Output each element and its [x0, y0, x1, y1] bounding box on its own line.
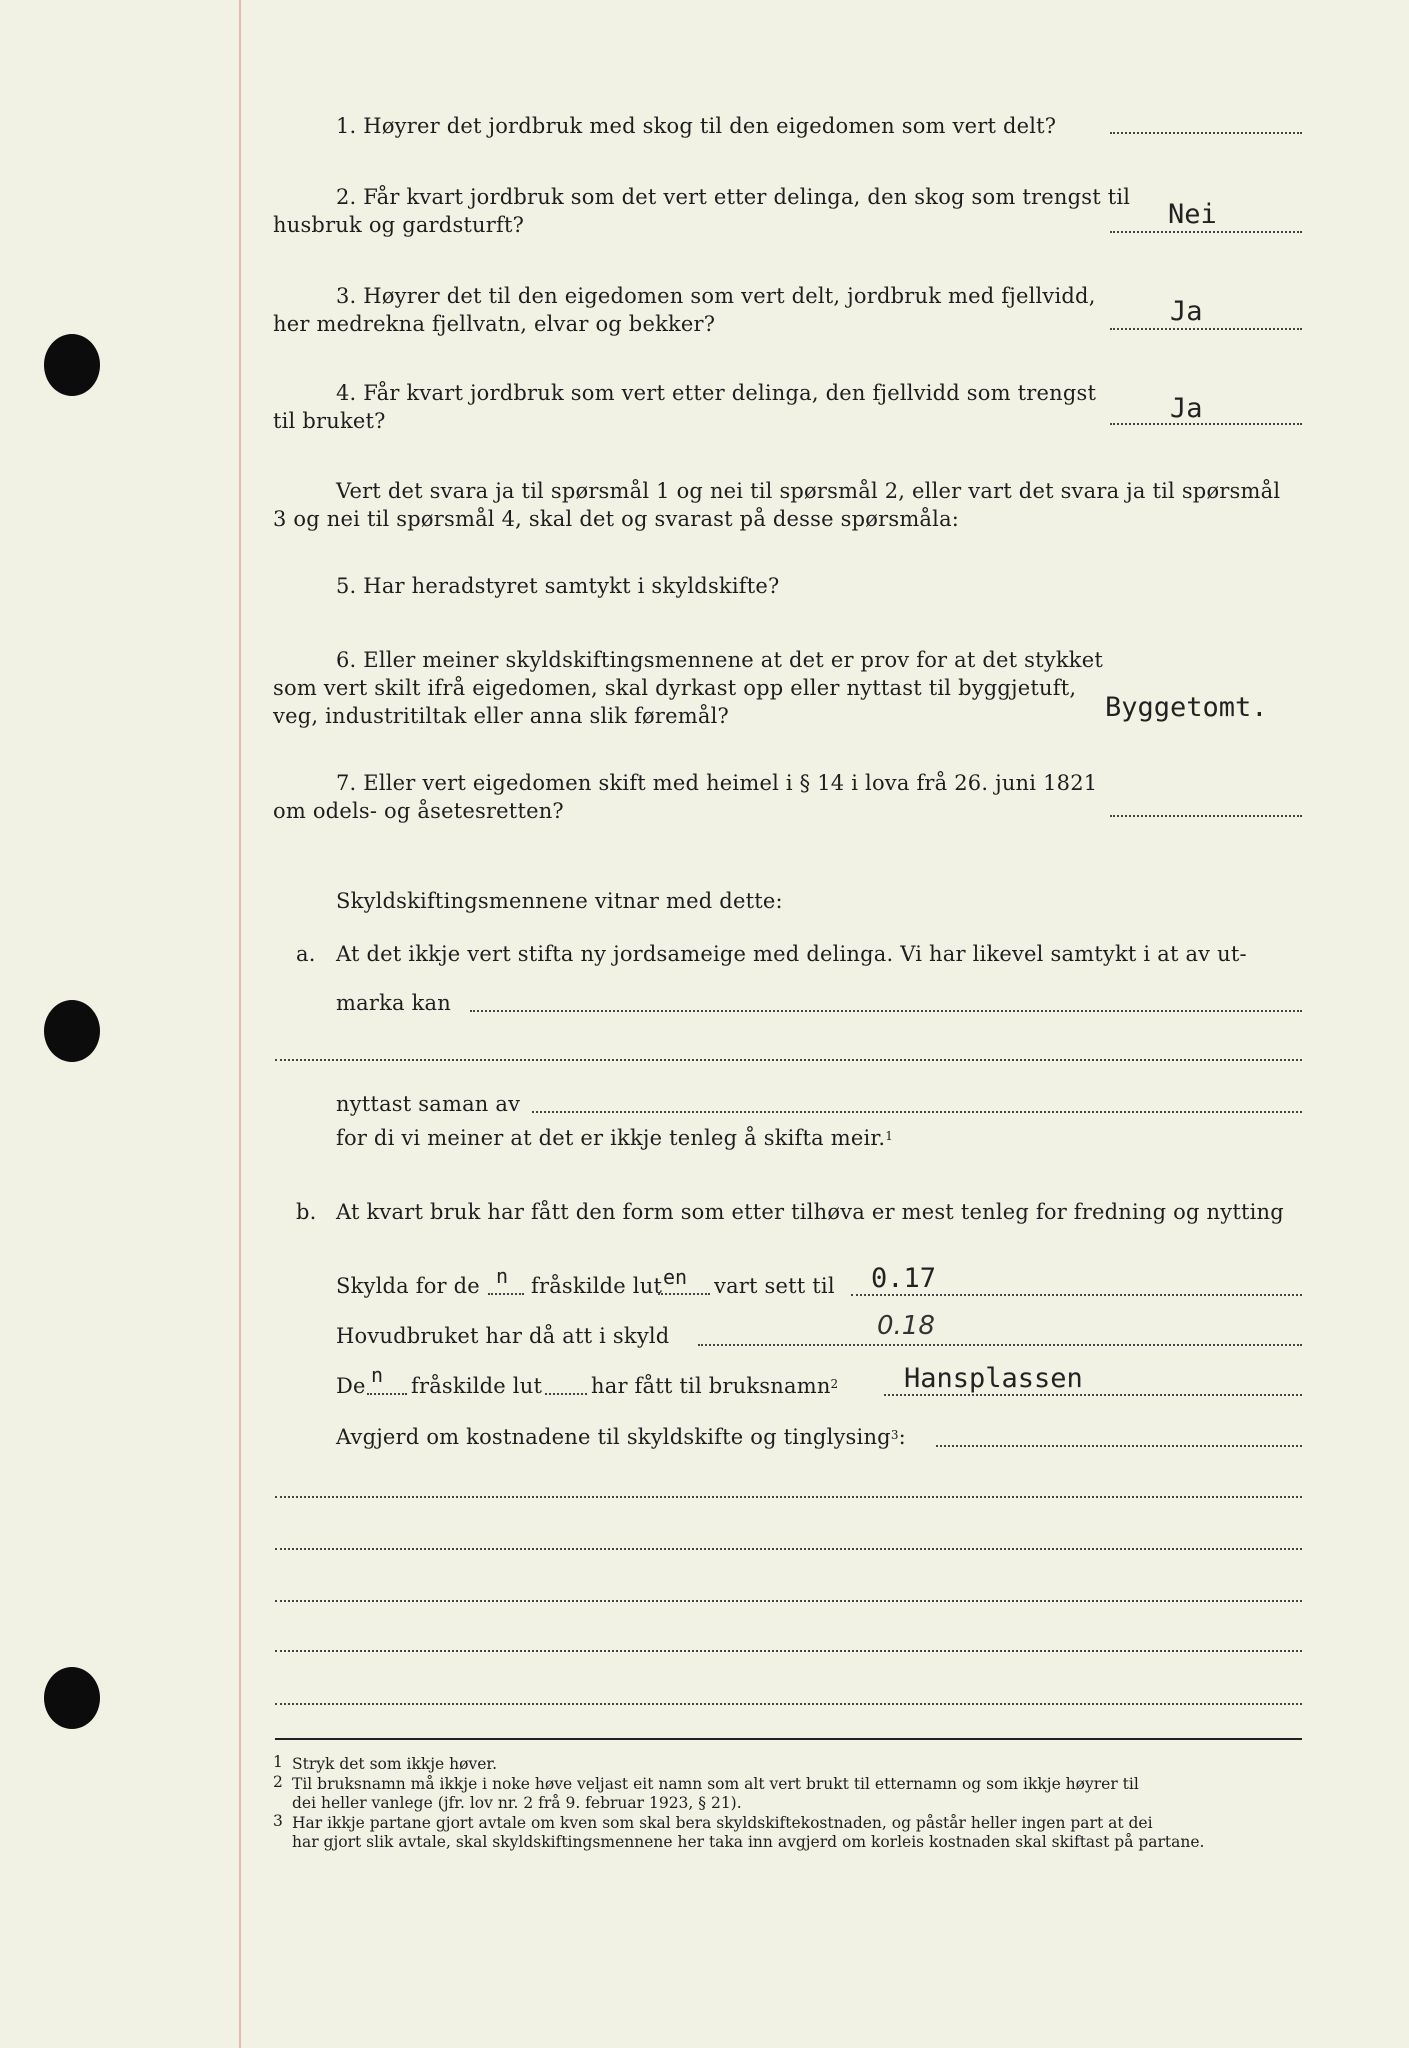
- question-4-line-2: til bruket?: [273, 409, 386, 433]
- question-6-line-3: veg, industritiltak eller anna slik føremål?: [273, 704, 729, 728]
- margin-line: [239, 0, 241, 2048]
- punch-hole-bottom: [44, 1667, 100, 1729]
- answer-4: Ja: [1170, 393, 1203, 424]
- hovudbruk-value: 0.18: [877, 1311, 935, 1341]
- bruksnamn-lut-suffix-line[interactable]: [545, 1393, 587, 1395]
- answer-line-7[interactable]: [1110, 815, 1302, 817]
- bruksnamn-label-prefix: De: [336, 1374, 366, 1398]
- avgjerd-field-line-2[interactable]: [275, 1496, 1302, 1498]
- item-b-line-1: At kvart bruk har fått den form som etter tilhøva er mest tenleg for fredning og nytting: [336, 1200, 1284, 1224]
- footnote-3-line-1: Har ikkje partane gjort avtale om kven som skal bera skyldskiftekostnaden, og påstår heller ingen part at dei: [292, 1814, 1153, 1832]
- bruksnamn-value-line[interactable]: [884, 1394, 1302, 1396]
- skylda-handwritten-en: en: [663, 1265, 688, 1289]
- footnote-3-line-2: har gjort slik avtale, skal skyldskiftingsmennene her taka inn avgjerd om korleis kostnaden skal skiftast på partane.: [292, 1833, 1205, 1851]
- question-3-line-1: 3. Høyrer det til den eigedomen som vert delt, jordbruk med fjellvidd,: [336, 284, 1096, 308]
- answer-line-1[interactable]: [1110, 132, 1302, 134]
- skylda-value: 0.17: [871, 1263, 937, 1294]
- witness-intro: Skyldskiftingsmennene vitnar med dette:: [336, 889, 783, 913]
- bruksnamn-value: Hansplassen: [904, 1363, 1083, 1394]
- question-5: 5. Har heradstyret samtykt i skyldskifte?: [336, 574, 780, 598]
- question-7-line-1: 7. Eller vert eigedomen skift med heimel i § 14 i lova frå 26. juni 1821: [336, 771, 1098, 795]
- saman-av-field-line[interactable]: [532, 1111, 1302, 1113]
- question-4-line-1: 4. Får kvart jordbruk som vert etter delinga, den fjellvidd som trengst: [336, 381, 1097, 405]
- answer-line-4[interactable]: [1110, 423, 1302, 425]
- hovudbruk-value-line[interactable]: [698, 1344, 1302, 1346]
- avgjerd-field-line-5[interactable]: [275, 1650, 1302, 1652]
- utmark-field-line-1[interactable]: [470, 1010, 1302, 1012]
- skylda-value-line[interactable]: [851, 1294, 1302, 1296]
- instruction-line-2: 3 og nei til spørsmål 4, skal det og svarast på desse spørsmåla:: [273, 507, 960, 531]
- question-7-line-2: om odels- og åsetesretten?: [273, 799, 564, 823]
- skylda-label-2: fråskilde lut: [531, 1274, 663, 1298]
- footnote-2-line-1: Til bruksnamn må ikkje i noke høve veljast eit namn som alt vert brukt til etternamn og som ikkje høyrer til: [292, 1775, 1139, 1793]
- utmark-field-line-2[interactable]: [275, 1059, 1302, 1061]
- question-1: 1. Høyrer det jordbruk med skog til den eigedomen som vert delt?: [336, 114, 1057, 138]
- item-a-line-3: nyttast saman av: [336, 1092, 521, 1116]
- question-6-line-1: 6. Eller meiner skyldskiftingsmennene at det er prov for at det stykket: [336, 648, 1103, 672]
- footnote-1-number: 1: [273, 1753, 283, 1771]
- answer-line-2[interactable]: [1110, 231, 1302, 233]
- item-a-marker: a.: [296, 942, 316, 966]
- avgjerd-field-line-3[interactable]: [275, 1548, 1302, 1550]
- avgjerd-field-line-6[interactable]: [275, 1703, 1302, 1705]
- skylda-suffix-line[interactable]: [488, 1293, 524, 1295]
- avgjerd-label: Avgjerd om kostnadene til skyldskifte og tinglysing$^3$:: [336, 1425, 906, 1449]
- skylda-label-3: vart sett til: [714, 1274, 835, 1298]
- bruksnamn-label-2: fråskilde lut: [411, 1374, 543, 1398]
- avgjerd-field-line-1[interactable]: [936, 1445, 1302, 1447]
- answer-line-3[interactable]: [1110, 328, 1302, 330]
- question-3-line-2: her medrekna fjellvatn, elvar og bekker?: [273, 312, 716, 336]
- item-b-marker: b.: [296, 1200, 317, 1224]
- skylda-handwritten-n: n: [496, 1264, 509, 1288]
- hovudbruk-label: Hovudbruket har då att i skyld: [336, 1324, 670, 1348]
- punch-hole-middle: [44, 1000, 100, 1062]
- punch-hole-top: [44, 334, 100, 396]
- skylda-label-1: Skylda for de: [336, 1274, 480, 1298]
- question-6-line-2: som vert skilt ifrå eigedomen, skal dyrkast opp eller nyttast til byggjetuft,: [273, 676, 1077, 700]
- skylda-lut-suffix-line[interactable]: [658, 1293, 710, 1295]
- instruction-line-1: Vert det svara ja til spørsmål 1 og nei til spørsmål 2, eller vart det svara ja til spørsmål: [336, 479, 1281, 503]
- answer-3: Ja: [1170, 296, 1203, 327]
- bruksnamn-label-3: har fått til bruksnamn$^2$: [591, 1374, 839, 1398]
- bruksnamn-handwritten-n: n: [371, 1363, 384, 1387]
- answer-6: Byggetomt.: [1105, 692, 1268, 723]
- question-2-line-2: husbruk og gardsturft?: [273, 213, 525, 237]
- question-2-line-1: 2. Får kvart jordbruk som det vert etter delinga, den skog som trengst til: [336, 185, 1131, 209]
- avgjerd-field-line-4[interactable]: [275, 1600, 1302, 1602]
- item-a-line-2: marka kan: [336, 991, 451, 1015]
- footnote-2-number: 2: [273, 1773, 283, 1791]
- footnote-2-line-2: dei heller vanlege (jfr. lov nr. 2 frå 9. februar 1923, § 21).: [292, 1794, 742, 1812]
- item-a-line-4: for di vi meiner at det er ikkje tenleg å skifta meir.$^1$: [336, 1126, 894, 1150]
- item-a-line-1: At det ikkje vert stifta ny jordsameige med delinga. Vi har likevel samtykt i at av ut-: [336, 942, 1247, 966]
- answer-2: Nei: [1168, 199, 1217, 230]
- footnote-1: Stryk det som ikkje høver.: [292, 1755, 498, 1773]
- footnote-3-number: 3: [273, 1812, 283, 1830]
- bruksnamn-den-suffix-line[interactable]: [367, 1393, 407, 1395]
- footnote-rule: [275, 1738, 1302, 1740]
